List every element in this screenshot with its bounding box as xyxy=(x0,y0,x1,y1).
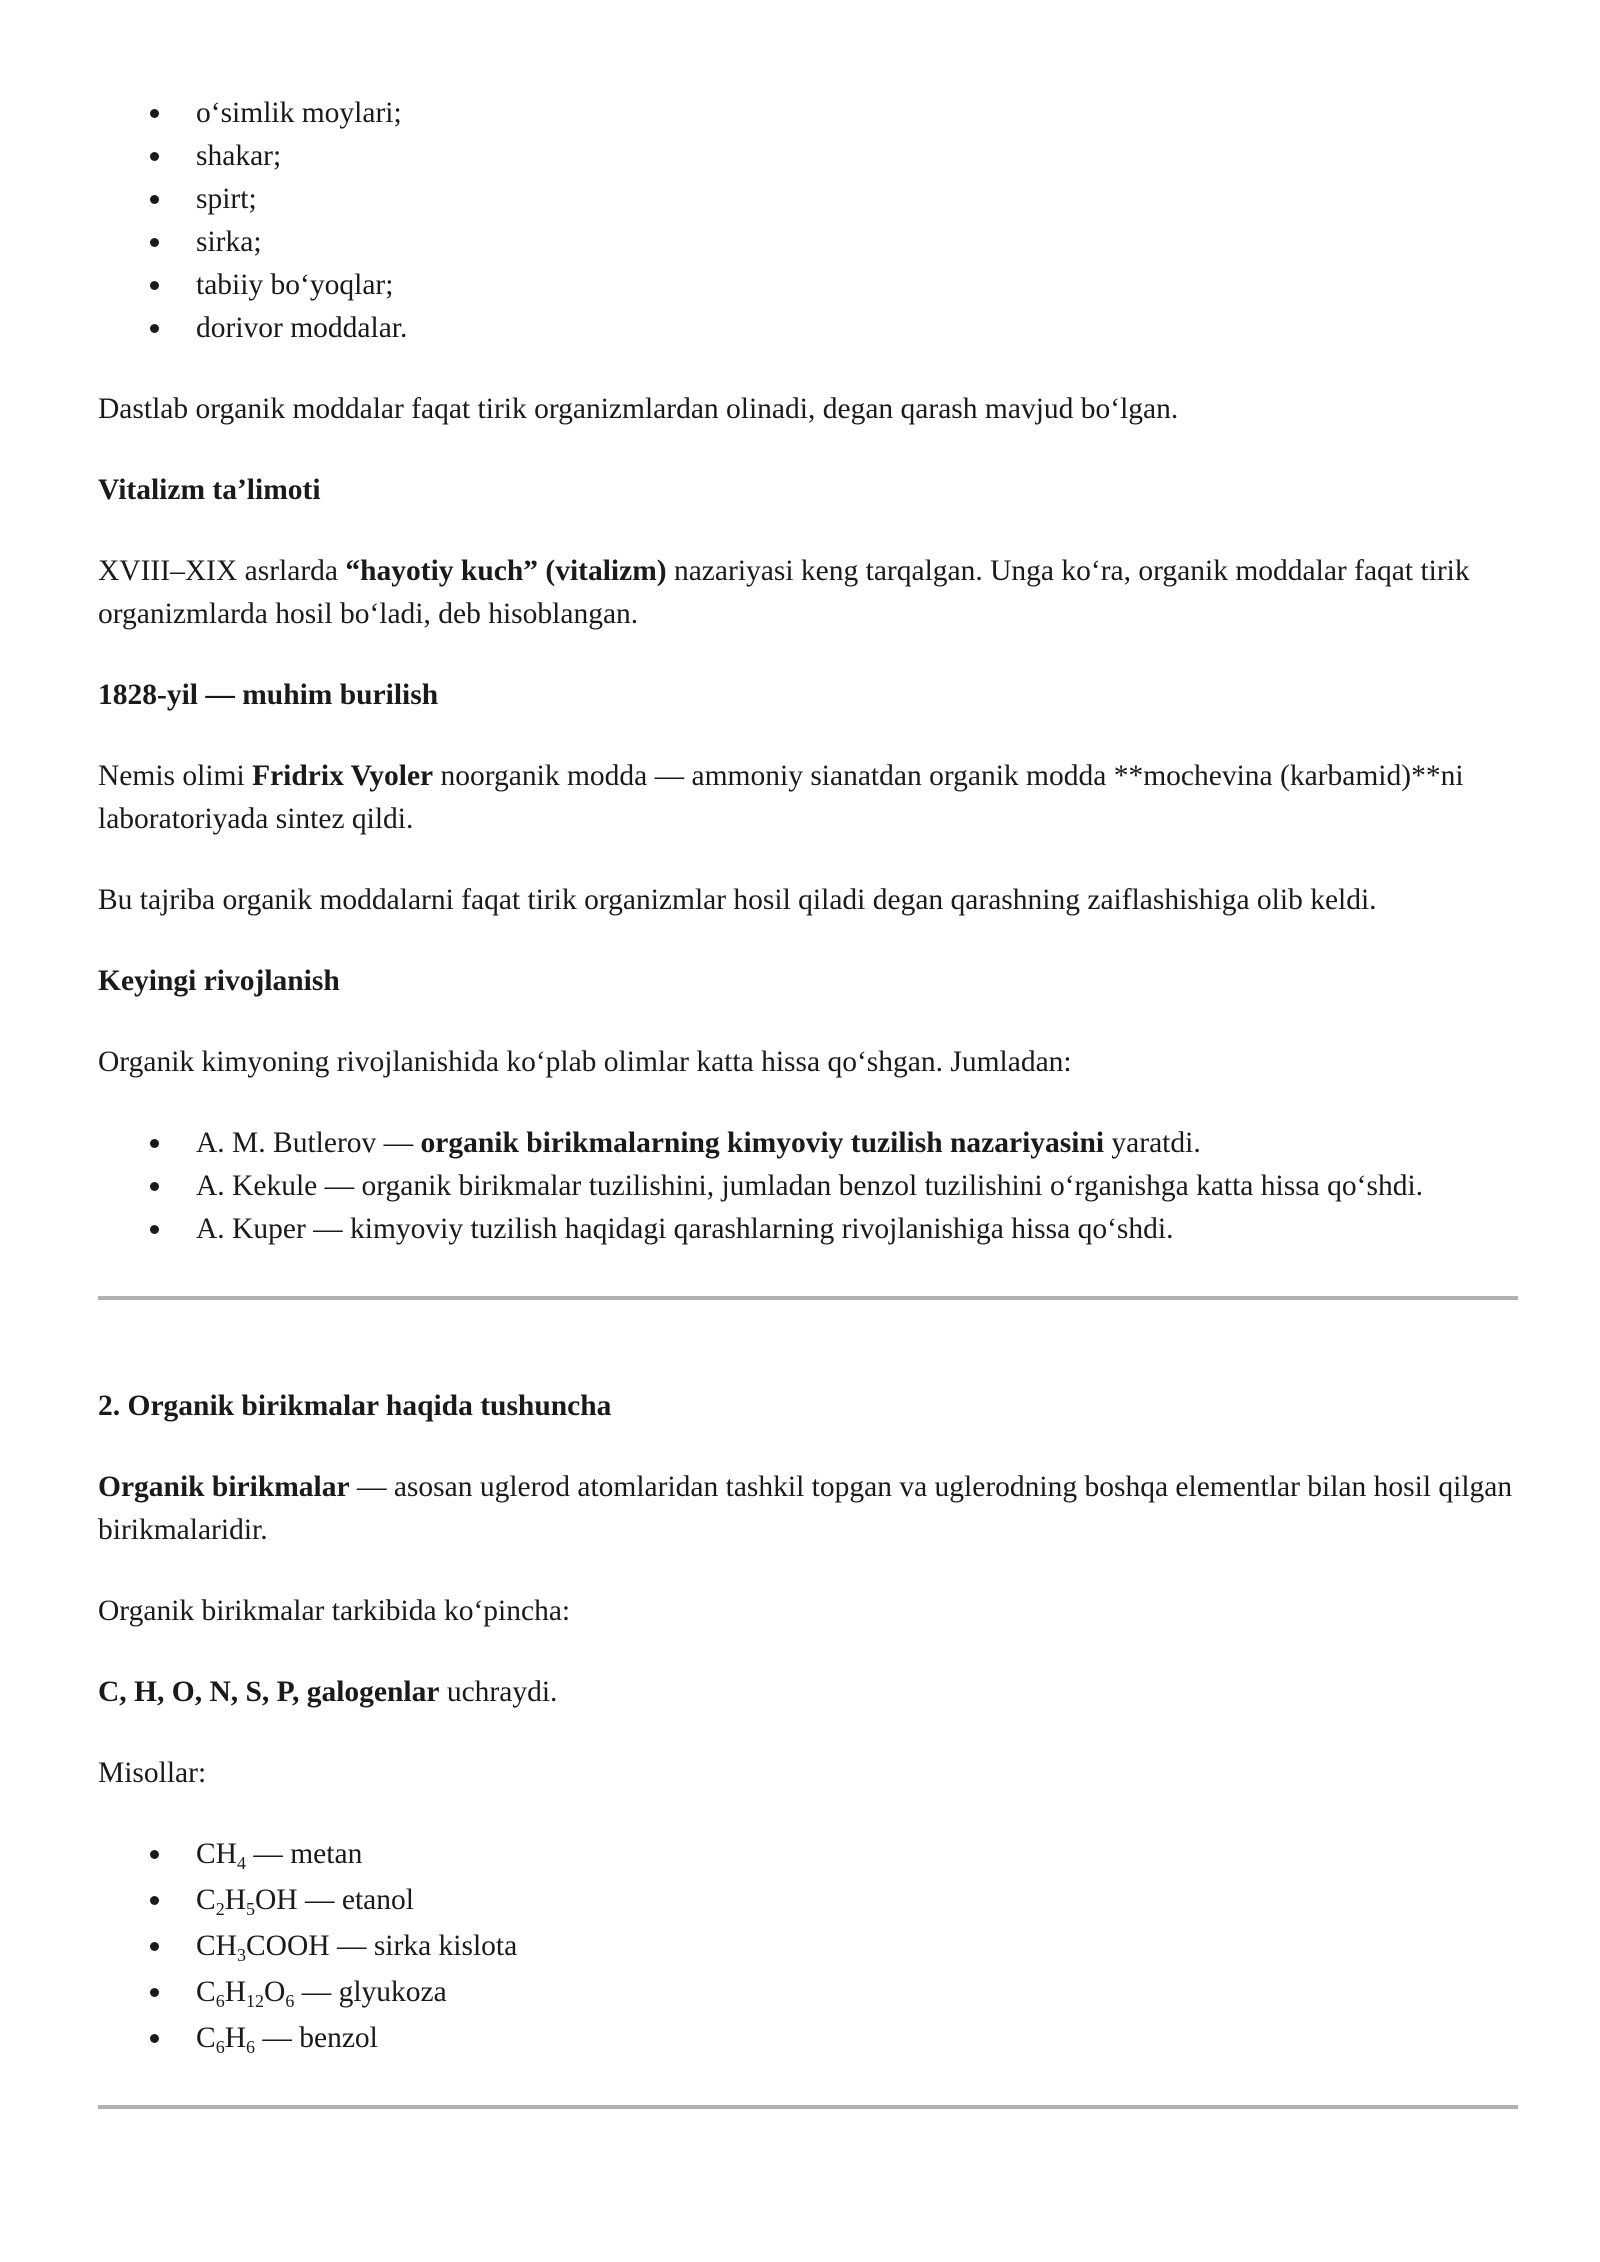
examples-list xyxy=(98,1833,1518,2063)
paragraph-dastlab: Dastlab organik moddalar faqat tirik organizmlardan olinadi, degan qarash mavjud bo‘lgan. xyxy=(98,393,1179,425)
paragraph-tarkibida: Organik birikmalar tarkibida ko‘pincha: xyxy=(98,1595,571,1627)
paragraph-vitalizm xyxy=(98,550,1518,636)
paragraph-elements xyxy=(98,1671,1518,1714)
paragraph-misollar: Misollar: xyxy=(98,1757,207,1789)
paragraph-organik-kimyo: Organik kimyoning rivojlanishida ko‘plab olimlar katta hissa qo‘shgan. Jumladan: xyxy=(98,1046,1072,1078)
list-item-kekule: A. Kekule — organik birikmalar tuzilishini, jumladan benzol tuzilishini o‘rganishga katta hissa qo‘shdi. xyxy=(196,1165,1518,1208)
text: Nemis olimi xyxy=(98,760,253,792)
text: noorganik modda — ammoniy sianatdan organik modda **mochevina (karbamid)**ni laboratoriyada sintez qildi. xyxy=(98,760,1464,835)
heading-keyingi-text: Keyingi rivojlanish xyxy=(98,965,340,997)
compound-name: — sirka kislota xyxy=(336,1930,518,1962)
compound-name: — etanol xyxy=(304,1884,414,1916)
heading-1828 xyxy=(98,674,1518,717)
heading-section-2-text: 2. Organik birikmalar haqida tushuncha xyxy=(98,1390,612,1422)
compound-name: — glyukoza xyxy=(301,1976,447,2008)
formula: $C_6H_6$ xyxy=(196,2022,255,2057)
bold-text: Organik birikmalar xyxy=(98,1471,350,1503)
formula: $CH_4$ xyxy=(196,1838,246,1873)
heading-section-2 xyxy=(98,1385,1518,1428)
paragraph-tajriba: Bu tajriba organik moddalarni faqat tirik organizmlar hosil qiladi degan qarashning zaiflashishiga olib keldi. xyxy=(98,884,1377,916)
text: yaratdi. xyxy=(1104,1127,1201,1159)
list-item-butlerov xyxy=(196,1122,1518,1165)
text: nazariyasi keng tarqalgan. Unga ko‘ra, organik moddalar faqat tirik organizmlarda hosil bo‘ladi, deb hisoblangan. xyxy=(98,555,1470,630)
formula: $C_6H_{12}O_6$ xyxy=(196,1976,295,2011)
document-page xyxy=(98,92,1518,2109)
list-item-benzol xyxy=(196,2017,1518,2063)
heading-vitalizm xyxy=(98,469,1518,512)
list-item-metan xyxy=(196,1833,1518,1879)
list-item: sirka; xyxy=(196,221,1518,264)
compound-name: — benzol xyxy=(262,2022,378,2054)
scientists-list xyxy=(98,1122,1518,1251)
horizontal-rule xyxy=(98,1296,1518,1300)
list-item-glyukoza xyxy=(196,1971,1518,2017)
bold-text: C, H, O, N, S, P, galogenlar xyxy=(98,1676,440,1708)
text: A. M. Butlerov — xyxy=(196,1127,421,1159)
text: uchraydi. xyxy=(439,1676,558,1708)
heading-keyingi xyxy=(98,960,1518,1003)
bold-text: organik birikmalarning kimyoviy tuzilish nazariyasini xyxy=(420,1127,1105,1159)
list-item-kuper: A. Kuper — kimyoviy tuzilish haqidagi qarashlarning rivojlanishiga hissa qo‘shdi. xyxy=(196,1208,1518,1251)
list-item: spirt; xyxy=(196,178,1518,221)
horizontal-rule xyxy=(98,2105,1518,2109)
products-list xyxy=(98,92,1518,350)
text: — asosan uglerod atomlaridan tashkil topgan va uglerodning boshqa elementlar bilan hosil qilgan birikmalaridir. xyxy=(98,1471,1513,1546)
compound-name: — metan xyxy=(253,1838,363,1870)
formula: $C_2H_5OH$ xyxy=(196,1884,298,1919)
list-item-sirka xyxy=(196,1925,1518,1971)
text: XVIII–XIX asrlarda xyxy=(98,555,346,587)
list-item: dorivor moddalar. xyxy=(196,307,1518,350)
heading-1828-text: 1828-yil — muhim burilish xyxy=(98,679,439,711)
paragraph-definition xyxy=(98,1466,1518,1552)
list-item-etanol xyxy=(196,1879,1518,1925)
list-item: shakar; xyxy=(196,135,1518,178)
bold-text: “hayotiy kuch” (vitalizm) xyxy=(345,555,667,587)
heading-vitalizm-text: Vitalizm ta’limoti xyxy=(98,474,321,506)
list-item: tabiiy bo‘yoqlar; xyxy=(196,264,1518,307)
list-item: o‘simlik moylari; xyxy=(196,92,1518,135)
paragraph-vyoler xyxy=(98,755,1518,841)
bold-text: Fridrix Vyoler xyxy=(252,760,434,792)
formula: $CH_3COOH$ xyxy=(196,1930,330,1965)
